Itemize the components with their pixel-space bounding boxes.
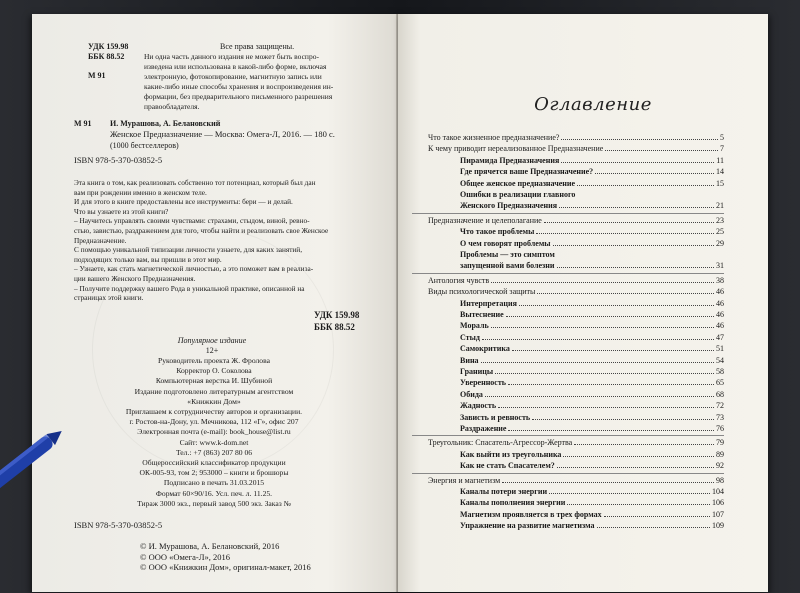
toc-leader-dots [561, 161, 714, 163]
toc-label: Пирамида Предназначения [460, 155, 560, 165]
toc-label: Женского Предназначения [460, 201, 558, 211]
copyright-line: © ООО «Омега-Л», 2016 [140, 551, 231, 562]
toc-label: Ошибки в реализации главного [460, 190, 576, 199]
imprint-line: Компьютерная верстка И. Шубиной [155, 376, 273, 386]
toc-leader-dots [577, 184, 714, 186]
toc-subentry [460, 226, 724, 236]
toc-leader-dots [559, 206, 714, 208]
imprint-line: Сайт: www.k-dom.net [179, 437, 249, 447]
toc-leader-dots [563, 455, 714, 457]
toc-page-number: 65 [716, 378, 724, 388]
toc-leader-dots [595, 172, 714, 174]
toc-page-number: 5 [720, 133, 724, 142]
toc-leader-dots [544, 221, 714, 223]
toc-leader-dots [485, 395, 714, 397]
toc-entry [428, 132, 724, 142]
annotation-line: ции вашего Женского Предназначения. [74, 274, 196, 283]
toc-subentry [460, 400, 724, 410]
toc-label: Вина [460, 355, 479, 365]
toc-leader-dots [561, 138, 718, 140]
toc-page-number: 92 [716, 461, 724, 471]
toc-leader-dots [549, 492, 710, 494]
toc-leader-dots [481, 361, 714, 363]
toc-section-divider [412, 213, 724, 214]
toc-label: Предназначение и целеполагание [428, 215, 542, 225]
toc-leader-dots [532, 418, 714, 420]
toc-subentry [460, 260, 724, 270]
toc-label: запущенной вами болезни [460, 261, 555, 271]
imprint-line: Формат 60×90/16. Усл. печ. л. 11.25. [155, 488, 273, 498]
toc-page-number: 89 [716, 449, 724, 459]
toc-leader-dots [519, 304, 714, 306]
toc-leader-dots [557, 466, 714, 468]
copyright-line: © И. Мурашова, А. Белановский, 2016 [140, 541, 280, 551]
blue-pen [0, 410, 76, 500]
toc-label: Проблемы — это симптом [460, 250, 555, 259]
toc-subentry [460, 449, 724, 459]
toc-subentry [460, 497, 724, 507]
toc-subentry [460, 423, 724, 433]
toc-page-number: 46 [716, 287, 724, 297]
toc-label: Упражнение на развитие магнетизма [460, 521, 595, 531]
imprint-line: Подписано в печать 31.03.2015 [163, 478, 265, 488]
toc-subentry [460, 355, 724, 365]
annotation-line: – Получите поддержку вашего Рода в уникальной практике, описанной на [74, 283, 305, 293]
toc-label: Интерпретация [460, 298, 517, 308]
imprint-line: «Книжкин Дом» [187, 396, 241, 406]
copyright-line: © ООО «Книжкин Дом», оригинал-макет, 2016 [140, 562, 311, 572]
bibliographic-line: Женское Предназначение — Москва: Омега-Л, 2016. — 180 с. [110, 129, 335, 139]
toc-label: Магнетизм проявляется в трех формах [460, 509, 602, 519]
toc-section-divider [412, 473, 724, 474]
toc-subentry [460, 320, 724, 330]
toc-page-number: 21 [716, 201, 724, 211]
annotation-line: вам при рождении именно в женском теле. [74, 187, 207, 197]
toc-label: Стыд [460, 332, 480, 342]
toc-label: Вытеснение [460, 310, 504, 319]
annotation-line: страницах этой книги. [74, 293, 144, 303]
rights-header: Все права защищены. [220, 42, 295, 51]
udk-code-top: УДК 159.98 [88, 42, 129, 51]
toc-label: Границы [460, 367, 494, 376]
toc-entry [428, 143, 724, 153]
imprint-line: Тел.: +7 (863) 207 80 06 [175, 447, 253, 457]
toc-page-number: 51 [716, 344, 724, 354]
toc-page-number: 14 [716, 167, 724, 177]
toc-leader-dots [536, 232, 714, 234]
toc-page-number: 25 [716, 227, 724, 237]
toc-subentry [460, 155, 724, 165]
toc-label: Антология чувств [428, 275, 490, 285]
age-rating: 12+ [205, 346, 219, 355]
imprint-line: Корректор О. Соколова [176, 366, 252, 376]
toc-entry [428, 475, 724, 485]
toc-leader-dots [495, 372, 714, 374]
toc-subentry [460, 520, 724, 530]
toc-subentry [460, 200, 724, 210]
toc-leader-dots [557, 266, 715, 268]
imprint-line: г. Ростов-на-Дону, ул. Мечникова, 112 «Г», офис 207 [129, 417, 299, 427]
toc-label: Виды психологической защиты [428, 287, 536, 297]
annotation-line: стью, завистью, раздражением для того, чтобы найти и реализовать свое Женское [74, 226, 329, 235]
imprint-line: Издание подготовлено литературным агентством [134, 386, 294, 396]
rights-line: какие-либо иные способы хранения и воспроизведения ин- [144, 82, 334, 91]
imprint-line: Приглашаем к сотрудничеству авторов и организации. [125, 407, 303, 416]
isbn-mid: ISBN 978-5-370-03852-5 [74, 155, 163, 165]
toc-label: О чем говорят проблемы [460, 238, 551, 248]
imprint-line: Руководитель проекта Ж. Фролова [158, 356, 270, 365]
toc-label: Где прячется ваше Предназначение? [460, 167, 594, 177]
toc-subentry [460, 389, 724, 399]
toc-subentry [460, 412, 724, 422]
toc-page-number: 68 [716, 389, 724, 399]
rights-line: Ни одна часть данного издания не может быть воспро- [144, 52, 319, 61]
toc-leader-dots [604, 515, 710, 517]
toc-label: Треугольник: Спасатель-Агрессор-Жертва [428, 438, 573, 448]
toc-page-number: 47 [716, 332, 724, 342]
annotation-line: С помощью уникальной типизации личности узнаете, для каких занятий, [74, 245, 303, 255]
toc-section-divider [412, 273, 724, 274]
toc-page-number: 98 [716, 475, 724, 485]
rights-line: электронную, фотокопирование, магнитную запись или [144, 72, 322, 81]
imprint-line: ОК-005-93, том 2; 953000 – книги и брошюры [139, 468, 289, 478]
toc-leader-dots [482, 338, 714, 340]
annotation-line: – Узнаете, как стать магнетической личностью, а это поможет вам в реализа- [74, 264, 314, 274]
toc-page-number: 79 [716, 438, 724, 448]
toc-label: Энергия и магнетизм [428, 475, 501, 485]
toc-page-number: 31 [716, 261, 724, 271]
toc-leader-dots [491, 326, 714, 328]
toc-subentry [460, 509, 724, 519]
toc-label: Что такое жизненное предназначение? [428, 133, 560, 142]
toc-page-number: 7 [720, 144, 724, 154]
toc-leader-dots [502, 481, 714, 483]
toc-leader-dots [574, 443, 714, 445]
toc-page-number: 58 [716, 367, 724, 376]
rights-line: формации, без предварительного письменного разрешения [144, 92, 333, 101]
toc-page-number: 46 [716, 310, 724, 319]
toc-label: Уверенность [460, 378, 507, 388]
toc-label: Мораль [460, 321, 489, 331]
annotation-line: И для этого в книге предоставлены все инструменты: бери — и делай. [74, 197, 293, 207]
toc-label: Жадность [460, 401, 497, 411]
imprint-line: Электронная почта (e-mail): book_house@list.ru [137, 427, 291, 437]
toc-page-number: 38 [716, 275, 724, 285]
toc-label: Что такое проблемы [460, 227, 535, 237]
toc-label: Самокритика [460, 344, 510, 354]
toc-page-number: 46 [716, 298, 724, 308]
toc-label: Зависть и ревность [460, 412, 531, 422]
toc-page-number: 107 [712, 509, 724, 519]
rights-line: правообладателя. [144, 102, 200, 111]
toc-subentry [460, 178, 724, 188]
toc-subentry [460, 332, 724, 342]
toc-entry [428, 437, 724, 447]
bbk-code-bottom: ББК 88.52 [314, 322, 355, 332]
toc-subentry [460, 366, 724, 376]
toc-page-number: 109 [712, 521, 724, 531]
toc-subentry [460, 486, 724, 496]
toc-page-number: 15 [716, 178, 724, 188]
annotation-line: Эта книга о том, как реализовать собственно тот потенциал, который был дан [74, 178, 316, 187]
annotation-line: – Научитесь управлять своими чувствами: страхами, стыдом, виной, ревно- [74, 216, 310, 226]
edition-type: Популярное издание [177, 336, 247, 345]
toc-label: Общее женское предназначение [460, 178, 576, 188]
toc-page-number: 11 [716, 155, 724, 165]
toc-leader-dots [491, 281, 714, 283]
bbk-code-top: ББК 88.52 [88, 52, 125, 61]
toc-subentry [460, 460, 724, 470]
authors: И. Мурашова, А. Белановский [110, 119, 221, 128]
toc-leader-dots [605, 149, 718, 151]
right-page-contents [398, 14, 768, 592]
toc-subentry [460, 238, 724, 248]
toc-label: К чему приводит нереализованное Предназначение [428, 144, 604, 154]
annotation-line: подходящих только вам, вы пришли в этот мир. [74, 254, 222, 264]
series-name: (1000 бестселлеров) [110, 141, 179, 150]
toc-label: Раздражение [460, 424, 507, 433]
toc-subentry [460, 377, 724, 387]
toc-page-number: 54 [716, 355, 724, 365]
toc-label: Каналы потери энергии [460, 487, 548, 496]
toc-subentry [460, 309, 724, 319]
isbn-bottom: ISBN 978-5-370-03852-5 [74, 520, 163, 530]
toc-leader-dots [553, 244, 714, 246]
toc-page-number: 46 [716, 321, 724, 331]
toc-title: Оглавление [534, 94, 652, 115]
toc-leader-dots [567, 503, 710, 505]
toc-page-number: 76 [716, 424, 724, 433]
toc-entry [428, 286, 724, 296]
toc-label: Каналы пополнения энергии [460, 498, 566, 508]
toc-subentry [460, 343, 724, 353]
annotation-line: Что вы узнаете из этой книги? [74, 206, 169, 216]
author-code: М 91 [74, 119, 92, 128]
toc-leader-dots [498, 406, 714, 408]
udk-code-bottom: УДК 159.98 [314, 310, 360, 320]
toc-page-number: 72 [716, 401, 724, 411]
toc-subentry [460, 298, 724, 308]
annotation-line: Предназначение. [74, 235, 127, 245]
toc-label: Обида [460, 389, 483, 399]
toc-leader-dots [508, 383, 714, 385]
toc-label: Как выйти из треугольника [460, 449, 562, 459]
toc-page-number: 73 [716, 412, 724, 422]
toc-section-divider [412, 435, 724, 436]
toc-label: Как не стать Спасателем? [460, 461, 555, 471]
toc-leader-dots [508, 429, 714, 431]
toc-leader-dots [506, 315, 714, 317]
imprint-line: Тираж 3000 экз., первый завод 500 экз. Заказ № [137, 498, 291, 508]
toc-page-number: 29 [716, 238, 724, 248]
toc-subentry [460, 189, 724, 199]
toc-entry [428, 275, 724, 285]
toc-leader-dots [597, 526, 710, 528]
toc-leader-dots [512, 349, 714, 351]
toc-subentry [460, 166, 724, 176]
imprint-line: Общероссийский классификатор продукции [142, 458, 286, 467]
toc-page-number: 106 [712, 498, 724, 508]
left-page-imprint [32, 14, 402, 592]
toc-page-number: 104 [712, 487, 724, 496]
toc-subentry [460, 249, 724, 259]
rights-line: изведена или использована в какой-либо форме, включая [144, 62, 327, 71]
toc-leader-dots [537, 292, 714, 294]
author-code-top: М 91 [88, 71, 106, 80]
toc-page-number: 23 [716, 215, 724, 225]
toc-entry [428, 215, 724, 225]
